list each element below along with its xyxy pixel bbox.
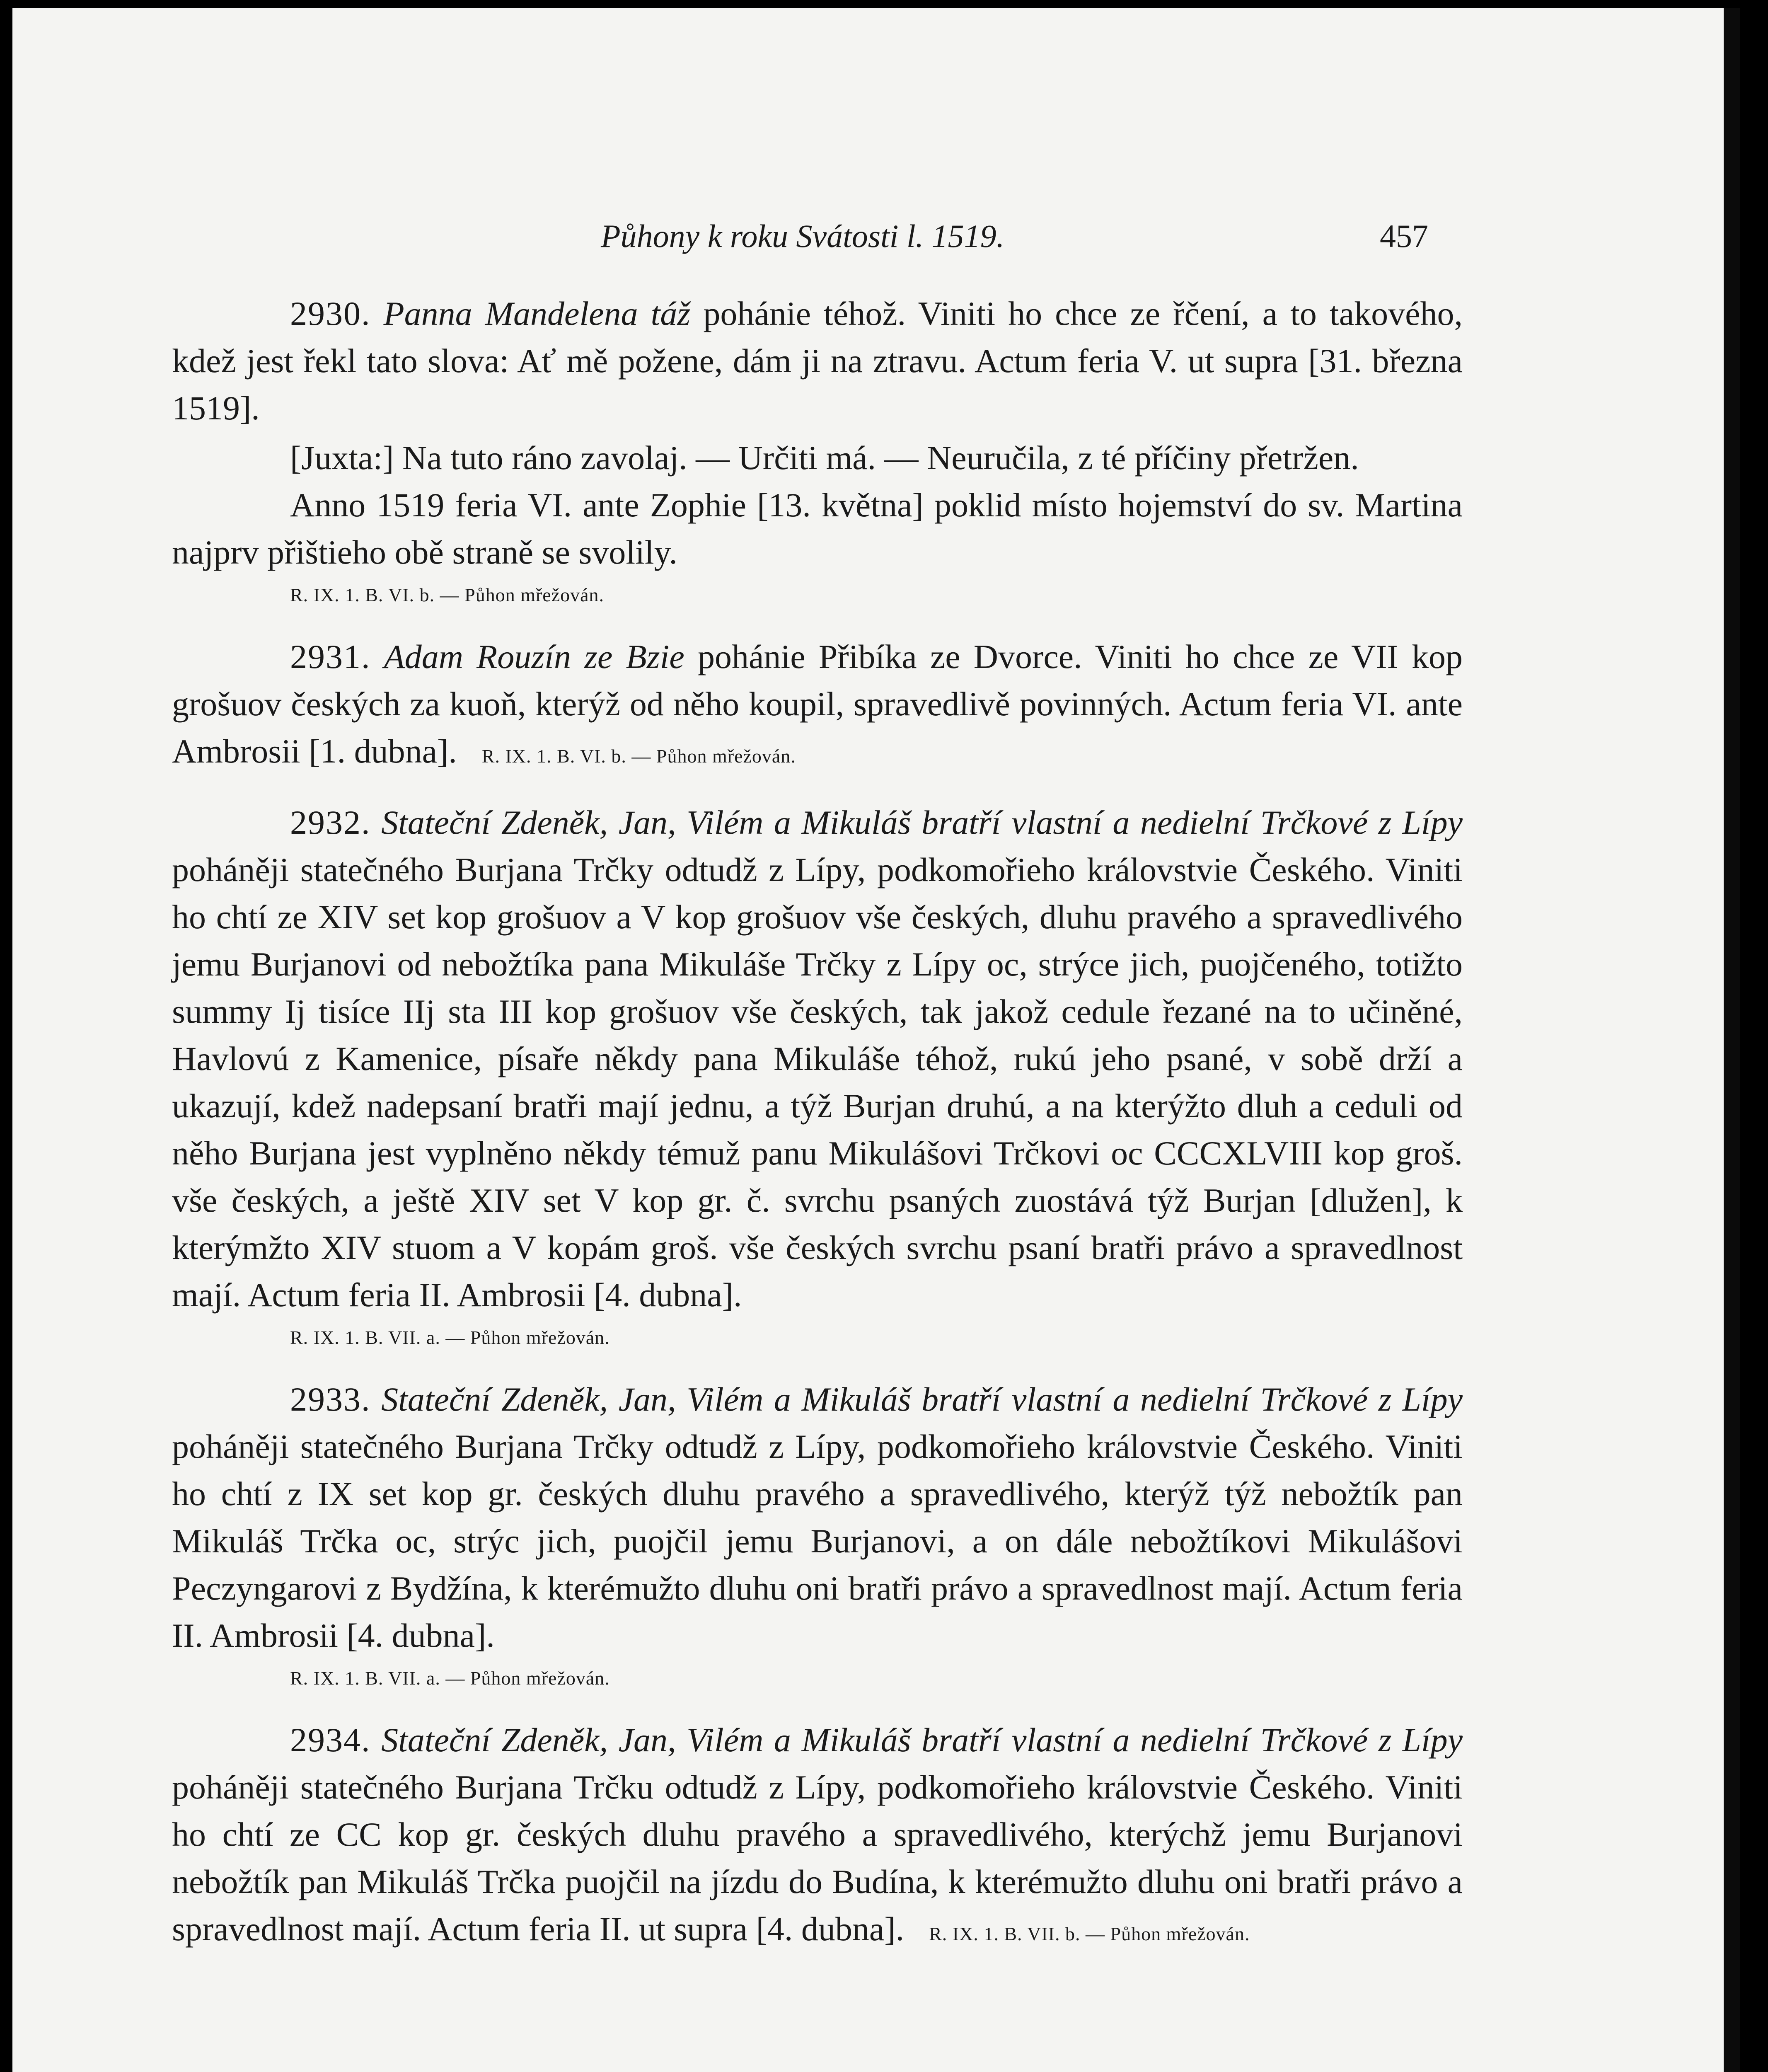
- entry-reference: R. IX. 1. B. VI. b. — Půhon mřežován.: [290, 584, 605, 605]
- entry-paragraph: [172, 1716, 1463, 1958]
- scan-edge: [1724, 8, 1740, 2072]
- entry-paragraph: [172, 633, 1463, 780]
- entry-reference: R. IX. 1. B. VII. b. — Půhon mřežován.: [929, 1923, 1250, 1944]
- entry-parties: Stateční Zdeněk, Jan, Vilém a Mikuláš bratří vlastní a nedielní Trčkové z Lípy: [381, 1721, 1463, 1759]
- scanned-page: [12, 8, 1740, 2072]
- entry-paragraph: [172, 290, 1463, 432]
- entry-2932: [172, 799, 1463, 1357]
- entry-paragraph: [172, 799, 1463, 1319]
- entry-reference: R. IX. 1. B. VII. a. — Půhon mřežován.: [290, 1327, 610, 1348]
- entry-juxta: [Juxta:] Na tuto ráno zavolaj. — Určiti má. — Neuručila, z té příčiny přetržen.: [290, 439, 1359, 477]
- entry-number: 2932.: [290, 804, 371, 841]
- entry-number: 2933.: [290, 1380, 371, 1418]
- entry-parties: Stateční Zdeněk, Jan, Vilém a Mikuláš bratří vlastní a nedielní Trčkové z Lípy: [381, 804, 1463, 841]
- entry-parties: Stateční Zdeněk, Jan, Vilém a Mikuláš bratří vlastní a nedielní Trčkové z Lípy: [381, 1380, 1463, 1418]
- entry-2934: [172, 1716, 1463, 1958]
- entry-paragraph: [172, 1376, 1463, 1659]
- entry-number: 2930.: [290, 295, 371, 332]
- entry-text: poháněji statečného Burjana Trčku odtudž z Lípy, podkomořieho královstvie Českého. Viniti ho chtí ze CC kop gr. českých dluhu pravého a spravedlivého, kterýchž jemu Burjanovi nebožtík pan Mikuláš Trčka puojčil na jízdu do Budína, k kterémužto dluhu oni bratři právo a spravedlnost mají. Actum feria II. ut supra [4. dubna].: [172, 1768, 1463, 1948]
- entry-text: poháněji statečného Burjana Trčky odtudž z Lípy, podkomořieho královstvie Českého. Viniti ho chtí ze XIV set kop grošuov a V kop grošuov vše českých, dluhu pravého a spravedlivého jemu Burjanovi od nebožtíka pana Mikuláše Trčky z Lípy oc, strýce jich, puojčeného, totižto summy Ij tisíce IIj sta III kop grošuov vše českých, tak jakož cedule řezané na to učiněné, Havlovú z Kamenice, písaře někdy pana Mikuláše téhož, rukú jeho psané, v sobě drží a ukazují, kdež nadepsaní bratři mají jednu, a týž Burjan druhú, a na kterýžto dluh a ceduli od něho Burjana jest vyplněno někdy témuž panu Mikulášovi Trčkovi oc CCCXLVIII kop groš. vše českých, a ještě XIV set V kop gr. č. svrchu psaných zuostává týž Burjan [dlužen], k kterýmžto XIV stuom a V kopám groš. vše českých svrchu psaní bratři právo a spravedlnost mají. Actum feria II. Ambrosii [4. dubna].: [172, 851, 1463, 1314]
- running-title: Půhony k roku Svátosti l. 1519.: [601, 218, 1005, 254]
- entry-text: poháněji statečného Burjana Trčky odtudž z Lípy, podkomořieho královstvie Českého. Viniti ho chtí z IX set kop gr. českých dluhu pravého a spravedlivého, kterýž týž nebožtík pan Mikuláš Trčka oc, strýc jich, puojčil jemu Burjanovi, a on dále nebožtíkovi Mikulášovi Peczyngarovi z Bydžína, k kterémužto dluhu oni bratři právo a spravedlnost mají. Actum feria II. Ambrosii [4. dubna].: [172, 1428, 1463, 1654]
- entry-number: 2934.: [290, 1721, 371, 1759]
- entry-2933: [172, 1376, 1463, 1697]
- entry-text: pohánie téhož. Viniti ho chce ze řčení, a to takového, kdež jest řekl tato slova: Ať mě požene, dám ji na ztravu. Actum feria V. ut supra [31. března 1519].: [172, 295, 1463, 427]
- body-text: [172, 290, 1463, 1977]
- entry-parties: Adam Rouzín ze Bzie: [384, 638, 684, 675]
- page-number: 457: [1380, 218, 1428, 254]
- entry-2930: [172, 290, 1463, 614]
- entry-2931: [172, 633, 1463, 780]
- entry-reference: R. IX. 1. B. VI. b. — Půhon mřežován.: [481, 746, 796, 767]
- entry-reference: R. IX. 1. B. VII. a. — Půhon mřežován.: [290, 1668, 610, 1689]
- entry-parties: Panna Mandelena táž: [383, 295, 691, 332]
- entry-anno: Anno 1519 feria VI. ante Zophie [13. května] poklid místo hojemství do sv. Martina najprv přištieho obě straně se svolily.: [172, 486, 1463, 571]
- entry-text: pohánie Přibíka ze Dvorce. Viniti ho chce ze VII kop grošuov českých za kuoň, kterýž od něho koupil, spravedlivě povinných. Actum feria VI. ante Ambrosii [1. dubna].: [172, 638, 1463, 770]
- entry-number: 2931.: [290, 638, 371, 675]
